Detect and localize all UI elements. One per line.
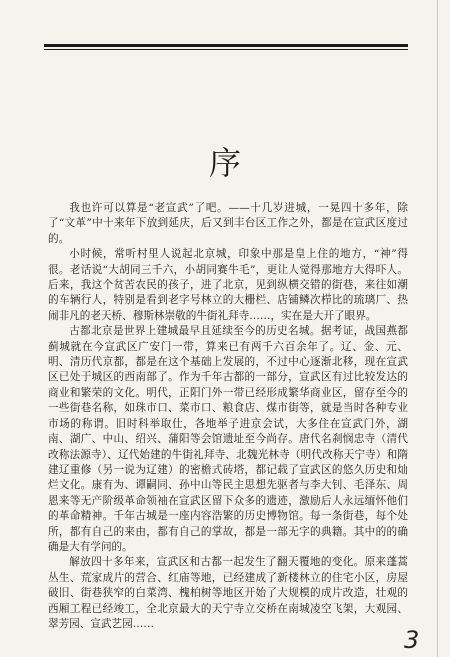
- header-rule-thick: [44, 44, 408, 47]
- paragraph: 解放四十多年来，宣武区和古都一起发生了翻天覆地的变化。原来蓬蒿丛生、荒家成片的营合、红庙等地，已经建成了新楼林立的住宅小区，房屋破旧、街巷狭窄的白菜湾、槐柏树等地区开始了大规模的成片改造，壮观的西厢工程已经竣工，全北京最大的天宁寺立交桥在南城凌空飞架，大观园、翠芳园、宣武艺园……: [48, 556, 408, 630]
- paragraph: 小时候，常听村里人说起北京城，印象中那是皇上住的地方，“神”得很。老话说“大胡同三千六，小胡同赛牛毛”，更让人觉得那地方大得吓人。后来，我这个贫苦农民的孩子，进了北京，见到纵横交错的街巷，来往如潮的车辆行人，特别是看到老字号林立的大栅栏、店铺鳞次栉比的琉璃厂、热闹非凡的老天桥、穆斯林崇敬的牛街礼拜寺……，实在是大开了眼界。: [48, 248, 408, 322]
- page-edge-line: [437, 0, 438, 657]
- header-rule-thin: [44, 49, 408, 50]
- body-text: [48, 201, 408, 632]
- page-number: 3: [404, 626, 420, 654]
- paragraph: 古都北京是世界上建城最早且延续至今的历史名城。据考证，战国燕都蓟城就在今宣武区广安门一带，算来已有两千六百余年了。辽、金、元、明、清历代京都，都是在这个基础上发展的，不过中心逐渐北移，现在宣武区已处于城区的西南部了。作为千年古都的一部分，宣武区有过比较发达的商业和繁荣的文化。明代，正阳门外一带已经形成繁华商业区，留存至今的一些街巷名称，如珠市口、菜市口、粮食店、煤市街等，就是当时各种专业市场的称谓。旧时科举取仕，各地举子进京会试，大多住在宣武门外，湖南、湖广、中山、绍兴、蒲阳等会馆遗址至今尚存。唐代名刹悯忠寺（清代改称法源寺）、辽代始建的牛街礼拜寺、北魏光林寺（明代改称天宁寺）和隋建辽重修（另一说为辽建）的密檐式砖塔，都记载了宣武区的悠久历史和灿烂文化。康有为、谭嗣同、孙中山等民主思想先驱者与李大钊、毛泽东、周恩来等无产阶级革命领袖在宣武区留下众多的遗迹，激励后人永远缅怀他们的革命精神。千年古城是一座内容浩繁的历史博物馆。每一条街巷，每个处所，都有自己的来由，都有自己的掌故，都是一部无字的典籍。其中的的确确是大有学问的。: [48, 325, 408, 553]
- paragraph: 我也许可以算是“老宣武”了吧。——十几岁进城，一晃四十多年，除了“文革”中十来年下放到延庆，后又到丰台区工作之外，都是在宣武区度过的。: [48, 202, 408, 245]
- chapter-title: 序: [208, 144, 241, 182]
